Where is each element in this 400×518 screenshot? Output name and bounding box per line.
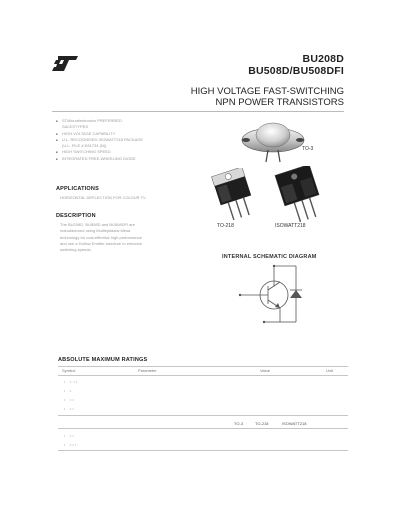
ratings-table [58,366,348,468]
feature-item: (U.L. FILE # E81734 (N)) [62,143,107,149]
to218-label: TO-218 [217,223,234,229]
table-rule [58,366,348,367]
part-number-primary: BU208D [302,53,344,65]
description-line: manufactured using Multiepitaxial Mesa [60,228,131,234]
ratings-title: ABSOLUTE MAXIMUM RATINGS [58,357,148,363]
table-rule [58,428,348,429]
col-header-symbol: Symbol [62,368,76,373]
package-col-isowatt218: ISOWATT218 [282,421,307,426]
description-line: switching speeds. [60,247,92,253]
application-item: HORIZONTAL DEFLECTION FOR COLOUR TV [60,195,146,200]
table-row: • • • [64,397,74,402]
table-row: • • • [64,433,74,438]
subtitle-line-1: HIGH VOLTAGE FAST-SWITCHING [190,86,344,97]
feature-list [56,118,206,162]
part-number-secondary: BU508D/BU508DFI [248,65,344,77]
table-row: • • • • [64,379,78,384]
table-rule [58,450,348,451]
description-line: and use a Hollow Emitter structure to enhance [60,240,143,246]
package-col-to3: TO-3 [234,421,244,426]
table-rule [58,415,348,416]
internal-schematic-diagram [234,262,308,328]
feature-item: ■ HIGH SWITCHING SPEED [56,149,206,155]
feature-item: ■ STMicroelectronics PREFERRED [56,118,206,124]
feature-item: ■ U.L. RECOGNISED ISOWATT218 PACKAGE [56,137,206,143]
to3-package-image [240,112,306,164]
feature-item: SALESTYPES [62,124,89,130]
col-header-value: Value [260,368,270,373]
isowatt218-label: ISOWATT218 [275,223,306,229]
feature-item: ■ INTEGRATED FREE-WHEELING DIODE [56,156,206,162]
table-row: • • • [64,406,74,411]
table-row: • • [64,388,72,393]
package-col-to218: TO-218 [255,421,269,426]
table-row: • • • • [64,442,77,447]
st-logo [52,54,78,72]
subtitle-line-2: NPN POWER TRANSISTORS [215,97,344,108]
to218-package-image [206,168,268,220]
feature-item: ■ HIGH VOLTAGE CAPABILITY [56,131,206,137]
description-line: technology for cost-effective high performance [60,234,142,240]
table-rule [58,375,348,376]
schematic-title: INTERNAL SCHEMATIC DIAGRAM [222,254,317,260]
col-header-parameter: Parameter [138,368,157,373]
description-body [60,222,200,253]
isowatt218-package-image [270,166,336,222]
applications-heading: APPLICATIONS [56,186,99,192]
to3-label: TO-3 [302,146,314,152]
col-header-unit: Unit [326,368,334,373]
description-line: The BU208D, BU508D and BU508DFI are [60,222,135,227]
description-heading: DESCRIPTION [56,213,96,219]
